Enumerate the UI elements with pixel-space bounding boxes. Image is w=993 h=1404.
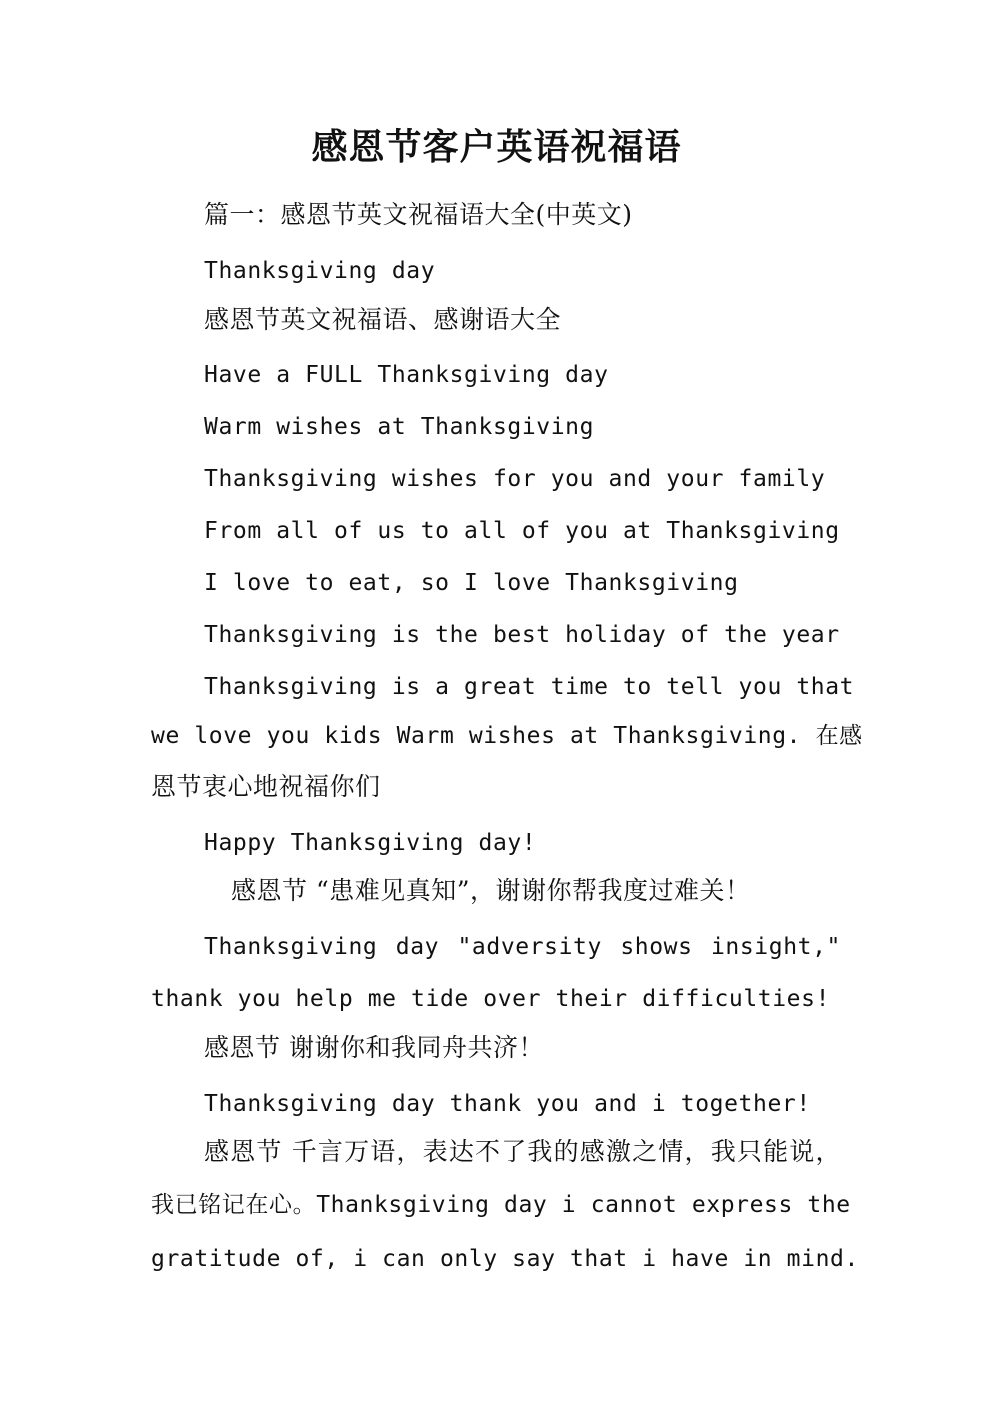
paragraph-line: 我已铭记在心。Thanksgiving day i cannot express the <box>151 1192 851 1218</box>
paragraph-line: thank you help me tide over their difficulties! <box>151 986 831 1012</box>
document-title: 感恩节客户英语祝福语 <box>311 126 682 168</box>
paragraph-line: 感恩节 千言万语，表达不了我的感激之情，我只能说， <box>204 1137 841 1166</box>
paragraph-line: From all of us to all of you at Thanksgiving <box>204 518 840 544</box>
paragraph-line: Thanksgiving is a great time to tell you that <box>204 674 855 700</box>
paragraph-line: Thanksgiving day "adversity shows insight," <box>204 934 841 960</box>
paragraph-line: 感恩节英文祝福语、感谢语大全 <box>204 305 562 334</box>
paragraph-line: Happy Thanksgiving day! <box>204 830 537 856</box>
paragraph-line: Warm wishes at Thanksgiving <box>204 414 595 440</box>
paragraph-line: Thanksgiving day <box>204 258 436 284</box>
paragraph-line: Have a FULL Thanksgiving day <box>204 362 609 388</box>
paragraph-line: I love to eat, so I love Thanksgiving <box>204 570 739 596</box>
paragraph-line: we love you kids Warm wishes at Thanksgiving. 在感 <box>151 723 863 749</box>
paragraph-line: Thanksgiving day thank you and i together! <box>204 1091 811 1117</box>
paragraph-line: 感恩节 谢谢你和我同舟共济！ <box>204 1033 544 1062</box>
paragraph-line: gratitude of, i can only say that i have in mind. <box>151 1246 859 1272</box>
paragraph-line: 感恩节 “患难见真知”，谢谢你帮我度过难关！ <box>231 876 751 905</box>
paragraph-line: Thanksgiving is the best holiday of the year <box>204 622 840 648</box>
paragraph-line: Thanksgiving wishes for you and your family <box>204 466 826 492</box>
paragraph-line: 篇一：感恩节英文祝福语大全(中英文) <box>204 200 633 229</box>
paragraph-line: 恩节衷心地祝福你们 <box>151 772 381 801</box>
